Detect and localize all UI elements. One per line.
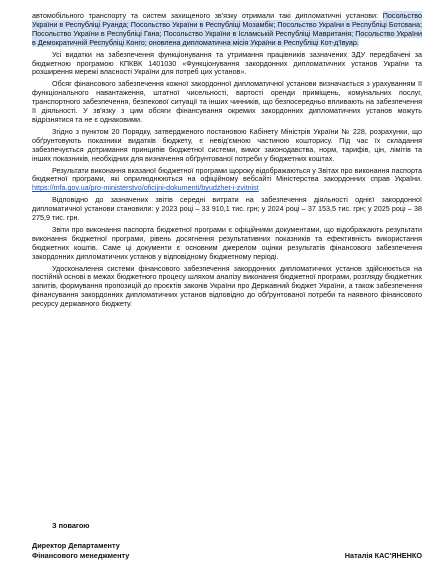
paragraph-budget-program: Усі видатки на забезпечення функціонування та утримання працівників зазначених ЗДУ передбачені за бюджетною програмою КПКВК 1401030 «Функціонування закордонних дипломатичних установ України та розширення мережі власності України для потреб цих установ». xyxy=(32,49,422,77)
closing-regards: З повагою xyxy=(52,521,90,530)
paragraph-reports: Звіти про виконання паспорта бюджетної програми є офіційними документами, що відображають результати виконання бюджетної програми, рівень досягнення результативних показників та ефективність використання бюджетних коштів. Саме ці документи є основним джерелом оцінки результатів фінансового забезпечення закордонних дипломатичних установ у відповідному бюджетному періоді. xyxy=(32,224,422,261)
paragraph-funding-volume: Обсяг фінансового забезпечення кожної закордонної дипломатичної установи визначається з урахуванням її функціонального навантаження, штатної чисельності, вартості оренди приміщень, комунальних послуг, транспортного забезпечення, безпекової ситуації та інших чинників, що безпосередньо впливають на забезпечення її діяльності. У зв'язку з цим обсяги фінансування окремих закордонних дипломатичних установ можуть відрізнятися та не є однаковими. xyxy=(32,79,422,124)
highlighted-embassy-list: Посольство України в Республіці Руанда; Посольство України в Республіці Мозамбік; Посольство України в Республіці Ботсвана; Посольство України в Республіці Гана; Посольство України в Ісламській Республіці Мавританія; Посольство України в Демократичній Республіці Конго; оновлена дипломатична місія України в Республіці Кот-д'Івуар. xyxy=(32,11,422,47)
position-line-1: Директор Департаменту xyxy=(32,541,120,550)
paragraph-results xyxy=(32,167,422,194)
paragraph-embassies xyxy=(32,12,422,48)
mfa-budget-link[interactable]: https://mfa.gov.ua/pro-ministerstvo/oficijni-dokumenti/byudzhet-i-zvitnist xyxy=(32,183,259,193)
paragraph-procedure: Згідно з пунктом 20 Порядку, затвердженого постановою Кабінету Міністрів України № 228, розрахунки, що обґрунтовують показники видатків бюджету, є невід'ємною частиною кошторису. Під час їх складання забезпечується дотримання принципів бюджетної системи, вимог законодавства, норм, тарифів, цін, лімітів та інших показників, необхідних для визначення обґрунтованої потреби у бюджетних коштах. xyxy=(32,126,422,163)
paragraph-embassies-intro: автомобільного транспорту та систем захищеного зв'язку отримали такі дипломатичні установи: xyxy=(32,11,379,20)
signatory-name: Наталія КАС'ЯНЕНКО xyxy=(344,551,422,560)
position-line-2: Фінансового менеджменту xyxy=(32,551,130,560)
paragraph-average-costs: Відповідно до зазначених звітів середні витрати на забезпечення діяльності однієї закордонної дипломатичної установи становили: у 2023 році – 33 910,1 тис. грн; у 2024 році – 37 153,5 тис. грн; у 2025 році – 38 275,9 тис. грн. xyxy=(32,195,422,223)
paragraph-results-text: Результати виконання вказаної бюджетної програми щороку відображаються у Звітах про виконання паспорта бюджетної програми, які оприлюднюються на офіційному вебсайті Міністерства закордонних справ України. xyxy=(32,165,422,184)
paragraph-improvement: Удосконалення системи фінансового забезпечення закордонних дипломатичних установ здійснюється на постійній основі в межах бюджетного процесу шляхом аналізу виконання бюджетної програми, розгляду бюджетних запитів, формування пропозицій до проєктів законів України про Державний бюджет України, а також забезпечення фінансування закордонних дипломатичних установ відповідно до обґрунтованої потреби та наявного фінансового ресурсу державного бюджету. xyxy=(32,263,422,309)
